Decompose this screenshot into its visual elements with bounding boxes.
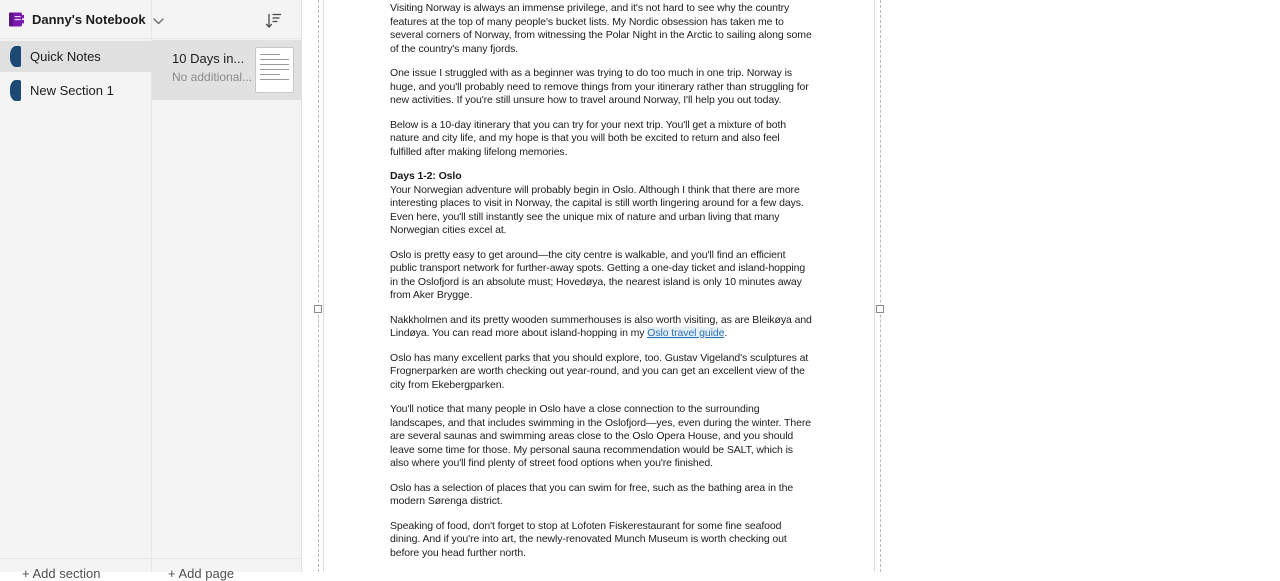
resize-handle-right[interactable] xyxy=(876,305,884,313)
paragraph: Below is a 10-day itinerary that you can try for your next trip. You'll get a mixture of both nature and city life, and my hope is that you will both be excited to return and also feel fulfilled after making lifelong memories. xyxy=(390,118,786,158)
section-tab-icon xyxy=(10,46,21,67)
sidebar-item-quick-notes[interactable] xyxy=(0,41,152,72)
paragraph: One issue I struggled with as a beginner was trying to do too much in one trip. Norway is huge, and you'll probably need to remove things from your itinerary rather than struggling for new activities. If you're still unsure how to travel around Norway, I'll help you out today. xyxy=(390,67,809,106)
paragraph: Your Norwegian adventure will probably begin in Oslo. Although I think that there are more interesting places to visit in Norway, the capital is still worth lingering around for a few days. Even here, you'll still instantly see the unique mix of nature and urban living that many Norwegian cities excel at. xyxy=(390,183,804,236)
add-page-button[interactable]: + Add page xyxy=(168,566,235,581)
section-tab-icon xyxy=(10,80,21,101)
paragraph: Oslo has a selection of places that you can swim for free, such as the bathing area in the modern Sørenga district. xyxy=(390,481,794,507)
resize-handle-left[interactable] xyxy=(314,305,322,313)
sidebar xyxy=(0,0,302,581)
pages-column xyxy=(152,0,302,581)
printout-edge-right xyxy=(874,0,875,572)
sidebar-item-new-section-1[interactable] xyxy=(0,75,152,106)
paragraph: You'll notice that many people in Oslo have a close connection to the surrounding landscapes, and that includes swimming in the Oslofjord—yes, even during the winter. There are several saunas and swimming areas close to the Oslo Opera House, and you should leave some time for those. My personal sauna recommendation would be SALT, which is also where you'll find plenty of street food options when you're finished. xyxy=(390,403,811,469)
section-label: New Section 1 xyxy=(30,83,114,98)
section-list xyxy=(0,41,152,109)
oslo-travel-guide-link[interactable]: Oslo travel guide xyxy=(647,327,725,339)
page-list xyxy=(152,40,302,100)
notebook-title: Danny's Notebook xyxy=(32,12,146,27)
note-page-canvas[interactable] xyxy=(303,0,1280,572)
sections-column xyxy=(0,0,152,581)
page-item-10-days[interactable] xyxy=(152,40,302,100)
printout-edge-left xyxy=(323,0,324,572)
page-subtitle: No additional... xyxy=(172,70,253,84)
pages-footer-divider xyxy=(152,558,302,559)
paragraph: Visiting Norway is always an immense privilege, and it's not hard to see why the country features at the top of many people's bucket lists. My Nordic obsession has taken me to several corners of Norway, from witnessing the Polar Night in the Arctic to sailing along some of the country's many fjords. xyxy=(390,2,812,55)
paragraph: Oslo has many excellent parks that you should explore, too. Gustav Vigeland's sculptures at Frognerparken are worth checking out year-round, and you can get an excellent view of the city from Ekebergparken. xyxy=(390,351,809,391)
add-section-button[interactable]: + Add section xyxy=(22,566,101,581)
note-text-container[interactable] xyxy=(390,2,814,571)
container-border-left xyxy=(318,0,319,572)
section-heading: Days 1-2: Oslo xyxy=(390,170,462,182)
document-thumbnail-icon xyxy=(255,47,294,93)
section-label: Quick Notes xyxy=(30,49,101,64)
page-title: 10 Days in... xyxy=(172,51,245,66)
container-border-right xyxy=(880,0,881,572)
sections-footer-divider xyxy=(0,558,151,559)
paragraph: Oslo is pretty easy to get around—the city centre is walkable, and you'll find an efficient public transport network for further-away spots. Getting a one-day ticket and island-hopping in the Oslofjord is an absolute must; Hovedøya, the nearest island is only 10 minutes away from Aker Brygge. xyxy=(390,248,806,301)
paragraph-text: . xyxy=(724,327,728,339)
paragraph-with-link xyxy=(390,314,814,341)
paragraph: Speaking of food, don't forget to stop at Lofoten Fiskerestaurant for some fine seafood dining. And if you're into art, the newly-renovated Munch Museum is worth checking out before you head further north. xyxy=(390,519,787,559)
paragraph-text: Nakkholmen and its pretty wooden summerhouses is also worth visiting, as are Bleikøya and Lindøya. You can read more about island-hopping in my xyxy=(390,313,812,339)
